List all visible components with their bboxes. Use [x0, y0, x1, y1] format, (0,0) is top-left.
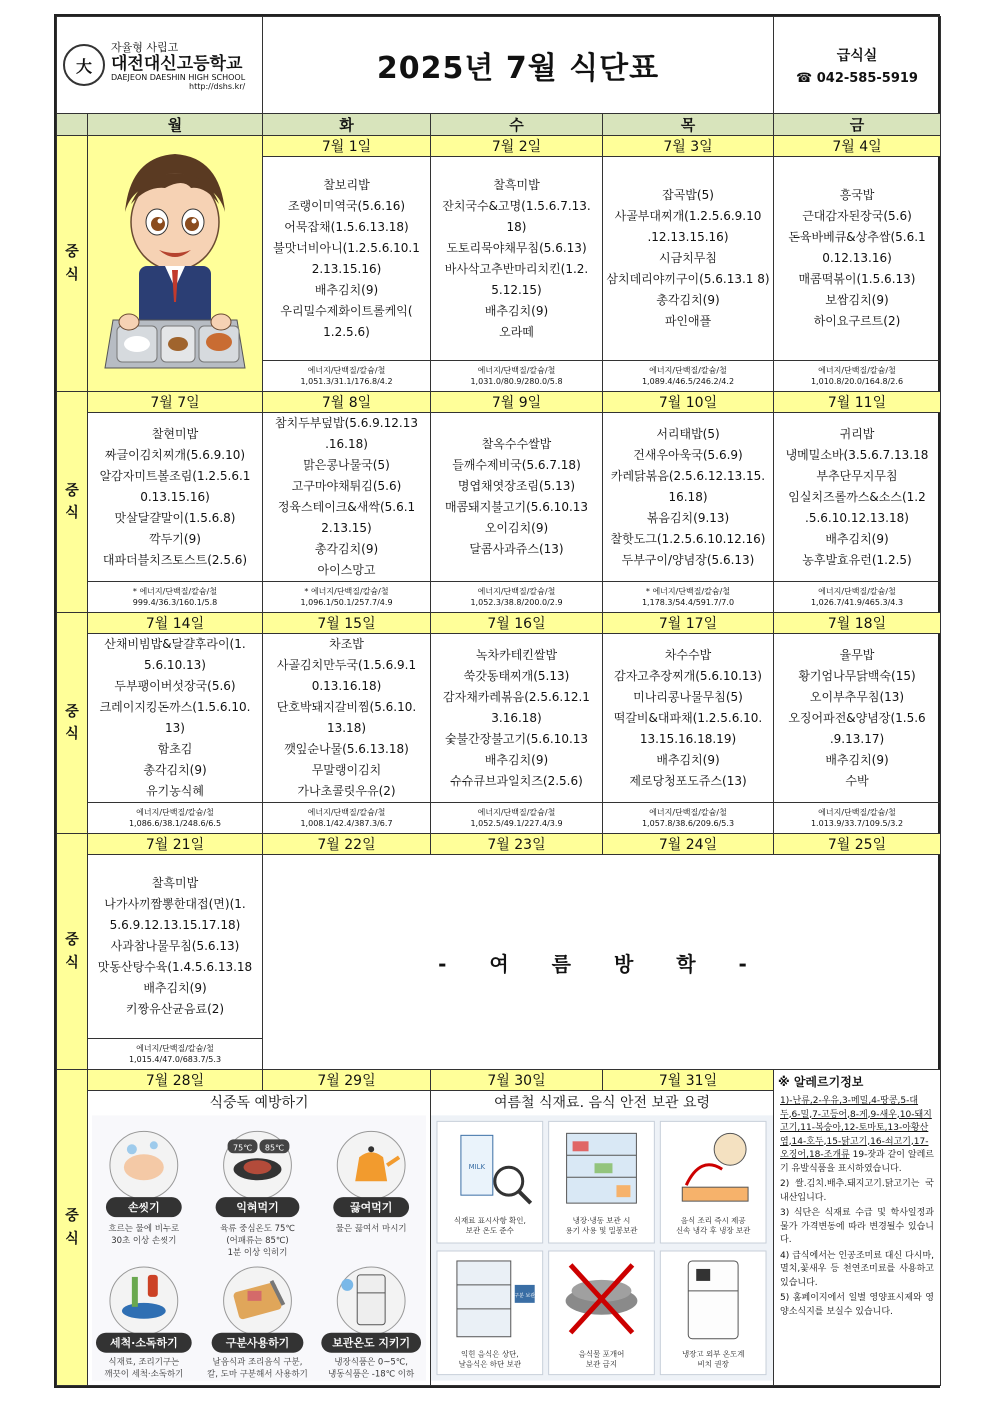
- menu-cell: 흥국밥 근대감자된장국(5.6) 돈육바베큐&상추쌈(5.6.1 0.12.13.16) 매콤떡볶이(1.5.6.13) 보쌈김치(9) 하이요구르트(2): [774, 157, 941, 361]
- date-cell: 7월 22일: [263, 834, 431, 855]
- school-name: 대전대신고등학교: [111, 53, 243, 74]
- menu-cell: 녹차카테킨쌀밥 쑥갓동태찌개(5.13) 감자채카레볶음(2.5.6.12.1 3.16.18) 숯불간장불고기(5.6.10.13 배추김치(9) 슈슈큐브과일치즈(2.5.6): [431, 634, 603, 803]
- school-logo-block: [57, 17, 263, 114]
- nutrition-cell: 에너지/단백질/칼슘/철 1,086.6/38.1/248.6/6.5: [88, 803, 263, 834]
- temperature-label: 보관온도 지키기: [332, 1336, 411, 1350]
- page-title: 2025년 7월 식단표: [263, 17, 774, 114]
- allergy-homepage: 5) 홈페이지에서 일별 영양표시제와 영양소식지를 보실수 있습니다.: [780, 1293, 934, 1317]
- cook-label: 익혀먹기: [236, 1201, 279, 1215]
- nutrition-cell: 에너지/단백질/칼슘/철 1,008.1/42.4/387.3/6.7: [263, 803, 431, 834]
- date-cell: 7월 7일: [88, 392, 263, 413]
- date-cell: 7월 29일: [263, 1070, 431, 1091]
- svg-text:날음식은 하단 보관: 날음식은 하단 보관: [458, 1359, 522, 1369]
- svg-text:용기 사용 및 밀봉보관: 용기 사용 및 밀봉보관: [565, 1226, 638, 1236]
- allergy-origin: 2) 쌀.김치.배추.돼지고기.닭고기는 국내산입니다.: [780, 1179, 934, 1203]
- svg-text:냉동식품은 -18℃ 이하: 냉동식품은 -18℃ 이하: [328, 1368, 415, 1379]
- school-url[interactable]: http://dshs.kr/: [189, 82, 246, 92]
- allergy-seasoning: 4) 급식에서는 인공조미료 대신 다시마,멸치,꽃새우 등 천연조미료를 사용하고 있습니다.: [780, 1250, 934, 1288]
- svg-text:흐르는 물에 비누로: 흐르는 물에 비누로: [108, 1223, 180, 1234]
- date-cell: 7월 1일: [263, 136, 431, 157]
- menu-cell: 찰보리밥 조랭이미역국(5.6.16) 어묵잡채(1.5.6.13.18) 불맛너비아니(1.2.5.6.10.1 2.13.15.16) 배추김치(9) 우리밀수제화이트롤케익( 1.2.5.6): [263, 157, 431, 361]
- menu-cell: 찰흑미밥 나가사끼짬뽕한대접(면)(1. 5.6.9.12.13.15.17.18) 사과참나물무침(5.6.13) 맛동산탕수육(1.4.5.6.13.18 배추김치(9) 키짱유산균음료(2): [88, 855, 263, 1039]
- date-cell: 7월 24일: [603, 834, 774, 855]
- date-cell: 7월 9일: [431, 392, 603, 413]
- meal-label-week5: 중 식: [57, 1070, 88, 1386]
- nutrition-cell: 에너지/단백질/칼슘/철 1,026.7/41.9/465.3/4.3: [774, 582, 941, 613]
- office-info: [774, 17, 941, 114]
- menu-cell: 귀리밥 냉메밀소바(3.5.6.7.13.18 부추단무지무침 임실치즈롤까스&소스(1.2 .5.6.10.12.13.18) 배추김치(9) 농후발효유런(1.2.5): [774, 413, 941, 582]
- date-cell: 7월 4일: [774, 136, 941, 157]
- nutrition-cell: 에너지/단백질/칼슘/철 1,089.4/46.5/246.2/4.2: [603, 361, 774, 392]
- nutrition-cell: 에너지/단백질/칼슘/철 1,010.8/20.0/164.8/2.6: [774, 361, 941, 392]
- nutrition-cell: 에너지/단백질/칼슘/철 1,031.0/80.9/280.0/5.8: [431, 361, 603, 392]
- handwash-label: 손씻기: [127, 1201, 160, 1215]
- menu-cell: 참치두부덮밥(5.6.9.12.13 .16.18) 맑은콩나물국(5) 고구마야채튀김(5.6) 정육스테이크&새싹(5.6.1 2.13.15) 총각김치(9) 아이스망고: [263, 413, 431, 582]
- svg-text:익힌 음식은 상단,: 익힌 음식은 상단,: [461, 1349, 519, 1359]
- food-poisoning-poster: [88, 1091, 431, 1386]
- prevention-infographic: [88, 1115, 430, 1381]
- allergy-note: 19-잣과 같이 알레르기 유발식품을 표시하였습니다.: [780, 1150, 934, 1174]
- date-cell: 7월 28일: [88, 1070, 263, 1091]
- svg-text:냉장·냉동 보관 시: 냉장·냉동 보관 시: [572, 1216, 631, 1226]
- cutting-board-icon: [224, 1267, 292, 1335]
- date-cell: 7월 17일: [603, 613, 774, 634]
- svg-text:보관 온도 준수: 보관 온도 준수: [465, 1226, 514, 1236]
- summer-vacation: - 여 름 방 학 -: [263, 855, 941, 1070]
- svg-text:날음식과 조리음식 구분,: 날음식과 조리음식 구분,: [212, 1356, 303, 1367]
- date-cell: 7월 23일: [431, 834, 603, 855]
- svg-text:신속 냉각 후 냉장 보관: 신속 냉각 후 냉장 보관: [675, 1226, 751, 1236]
- date-cell: 7월 14일: [88, 613, 263, 634]
- storage-panel: [660, 1251, 766, 1375]
- menu-cell: 잡곡밥(5) 사골부대찌개(1.2.5.6.9.10 .12.13.15.16) 시금치무침 삼치데리야끼구이(5.6.13.1 8) 총각김치(9) 파인애플: [603, 157, 774, 361]
- menu-sheet: [54, 14, 940, 1388]
- storage-panel: [437, 1121, 543, 1243]
- svg-text:물은 끓여서 마시기: 물은 끓여서 마시기: [335, 1223, 407, 1234]
- nutrition-cell: 에너지/단백질/칼슘/철 1,057.8/38.6/209.6/5.3: [603, 803, 774, 834]
- menu-cell: 산채비빔밥&달걀후라이(1. 5.6.10.13) 두부팽이버섯장국(5.6) 크레이지킹돈까스(1.5.6.10. 13) 함초김 총각김치(9) 유기농식혜: [88, 634, 263, 803]
- handwash-icon: [110, 1131, 178, 1199]
- svg-text:칼, 도마 구분해서 사용하기: 칼, 도마 구분해서 사용하기: [207, 1368, 308, 1379]
- meal-label-week2: 중 식: [57, 392, 88, 613]
- svg-text:깨끗이 세척·소독하기: 깨끗이 세척·소독하기: [104, 1368, 184, 1379]
- weekday-header: [57, 114, 941, 136]
- sanitize-icon: [110, 1267, 178, 1335]
- nutrition-cell: * 에너지/단백질/칼슘/철 999.4/36.3/160.1/5.8: [88, 582, 263, 613]
- kettle-icon: [337, 1131, 405, 1199]
- date-cell: 7월 21일: [88, 834, 263, 855]
- allergy-title: ※ 알레르기정보: [778, 1075, 864, 1089]
- school-emblem-icon: 大: [63, 44, 105, 86]
- menu-cell: 차수수밥 감자고추장찌개(5.6.10.13) 미나리콩나물무침(5) 떡갈비&대파채(1.2.5.6.10. 13.15.16.18.19) 배추김치(9) 제로당청포도쥬스(13): [603, 634, 774, 803]
- menu-cell: 율무밥 황기엄나무닭백숙(15) 오이부추무침(13) 오징어파전&양념장(1.5.6 .9.13.17) 배추김치(9) 수박: [774, 634, 941, 803]
- storage-panel: [437, 1251, 543, 1375]
- sanitize-label: 세척·소독하기: [110, 1336, 178, 1350]
- nutrition-cell: 에너지/단백질/칼슘/철 1,015.4/47.0/683.7/5.3: [88, 1039, 263, 1070]
- menu-cell: 서리태밥(5) 건새우아욱국(5.6.9) 카레닭볶음(2.5.6.12.13.15. 16.18) 볶음김치(9.13) 찰핫도그(1.2.5.6.10.12.16) 두부구이/양념장(5.6.13): [603, 413, 774, 582]
- meal-label-week3: 중 식: [57, 613, 88, 834]
- svg-text:냉장고 외부 온도계: 냉장고 외부 온도계: [681, 1349, 745, 1359]
- date-cell: 7월 31일: [603, 1070, 774, 1091]
- svg-text:30초 이상 손씻기: 30초 이상 손씻기: [111, 1235, 177, 1246]
- poster2-title: 여름철 식재료. 음식 안전 보관 요령: [493, 1095, 711, 1111]
- day-tue: 화: [263, 114, 431, 136]
- svg-text:75℃: 75℃: [233, 1143, 253, 1153]
- school-name-en: DAEJEON DAESHIN HIGH SCHOOL: [111, 73, 246, 83]
- day-wed: 수: [431, 114, 603, 136]
- menu-table: [56, 16, 941, 1386]
- allergy-list: 1)-난류,2-우유,3-메밀,4-땅콩,5-대두,6-밀,7-고등어,8-게,9-새우,10-돼지고기,11-복숭아,12-토마토,13-아황산염,14-호두,15-닭고기,16-쇠고기,17-오징어,18-조개류: [780, 1096, 932, 1160]
- allergy-info: [774, 1070, 941, 1386]
- student-mascot-icon: [95, 142, 255, 382]
- day-fri: 금: [774, 114, 941, 136]
- date-cell: 7월 16일: [431, 613, 603, 634]
- svg-text:보관 금지: 보관 금지: [585, 1359, 618, 1369]
- svg-text:MILK: MILK: [468, 1163, 486, 1172]
- svg-text:비치 권장: 비치 권장: [697, 1359, 729, 1369]
- nutrition-cell: 에너지/단백질/칼슘/철 1.013.9/33.7/109.5/3.2: [774, 803, 941, 834]
- svg-text:(어패류는 85℃): (어패류는 85℃): [226, 1235, 289, 1246]
- meal-label-week4: 중 식: [57, 834, 88, 1070]
- date-cell: 7월 15일: [263, 613, 431, 634]
- menu-cell: 찰흑미밥 잔치국수&고명(1.5.6.7.13. 18) 도토리묵야채무침(5.6.13) 바사삭고추반마리치킨(1.2. 5.12.15) 배추김치(9) 오라떼: [431, 157, 603, 361]
- storage-panel: [660, 1121, 766, 1243]
- day-thu: 목: [603, 114, 774, 136]
- date-cell: 7월 25일: [774, 834, 941, 855]
- meal-label-week1: 중 식: [57, 136, 88, 392]
- boil-label: 끓여먹기: [350, 1201, 393, 1215]
- svg-text:음식 조리 즉시 제공: 음식 조리 즉시 제공: [680, 1216, 746, 1226]
- svg-text:구분 보관: 구분 보관: [514, 1292, 536, 1299]
- storage-panel: [549, 1251, 655, 1375]
- storage-infographic: [431, 1115, 773, 1381]
- date-cell: 7월 18일: [774, 613, 941, 634]
- svg-text:냉장식품은 0~5℃,: 냉장식품은 0~5℃,: [334, 1356, 409, 1367]
- food-storage-poster: [431, 1091, 774, 1386]
- storage-panel: [549, 1121, 655, 1243]
- svg-text:육류 중심온도 75℃: 육류 중심온도 75℃: [220, 1223, 295, 1234]
- date-cell: 7월 3일: [603, 136, 774, 157]
- date-cell: 7월 2일: [431, 136, 603, 157]
- svg-text:식재료, 조리기구는: 식재료, 조리기구는: [108, 1356, 180, 1367]
- office-phone: ☎ 042-585-5919: [796, 70, 918, 86]
- svg-text:85℃: 85℃: [264, 1143, 285, 1153]
- nutrition-cell: * 에너지/단백질/칼슘/철 1,096.1/50.1/257.7/4.9: [263, 582, 431, 613]
- date-cell: 7월 11일: [774, 392, 941, 413]
- menu-cell: 찰현미밥 짜글이김치찌개(5.6.9.10) 알감자미트볼조림(1.2.5.6.1 0.13.15.16) 맛살달걀말이(1.5.6.8) 깍두기(9) 대파더블치즈토스트(2.5.6): [88, 413, 263, 582]
- nutrition-cell: 에너지/단백질/칼슘/철 1,052.5/49.1/227.4/3.9: [431, 803, 603, 834]
- svg-text:식재료 표시사항 확인,: 식재료 표시사항 확인,: [453, 1216, 526, 1226]
- svg-text:1분 이상 익히기: 1분 이상 익히기: [227, 1246, 288, 1257]
- cook-thoroughly-icon: [224, 1131, 292, 1199]
- date-cell: 7월 8일: [263, 392, 431, 413]
- poster1-title: 식중독 예방하기: [209, 1095, 309, 1111]
- date-cell: 7월 30일: [431, 1070, 603, 1091]
- mascot-illustration: [88, 136, 263, 392]
- office-name: 급식실: [836, 47, 878, 64]
- nutrition-cell: 에너지/단백질/칼슘/철 1,051.3/31.1/176.8/4.2: [263, 361, 431, 392]
- menu-cell: 차조밥 사골김치만두국(1.5.6.9.1 0.13.16.18) 단호박돼지갈비찜(5.6.10. 13.18) 깻잎순나물(5.6.13.18) 무말랭이김치 가나초콜릿우유(2): [263, 634, 431, 803]
- school-type: 자율형 사립고: [111, 40, 179, 54]
- separate-label: 구분사용하기: [225, 1336, 290, 1350]
- nutrition-cell: 에너지/단백질/칼슘/철 1,052.3/38.8/200.0/2.9: [431, 582, 603, 613]
- menu-cell: 찰옥수수쌀밥 들깨수제비국(5.6.7.18) 명엽채엿장조림(5.13) 매콤돼지불고기(5.6.10.13 오이김치(9) 달콤사과쥬스(13): [431, 413, 603, 582]
- nutrition-cell: * 에너지/단백질/칼슘/철 1,178.3/54.4/591.7/7.0: [603, 582, 774, 613]
- refrigerator-icon: [337, 1267, 405, 1335]
- allergy-change: 3) 식단은 식재료 수급 및 학사일정과 물가 가격변동에 따라 변경될수 있습니다.: [780, 1208, 934, 1245]
- svg-text:음식물 포개어: 음식물 포개어: [578, 1349, 625, 1359]
- date-cell: 7월 10일: [603, 392, 774, 413]
- day-mon: 월: [88, 114, 263, 136]
